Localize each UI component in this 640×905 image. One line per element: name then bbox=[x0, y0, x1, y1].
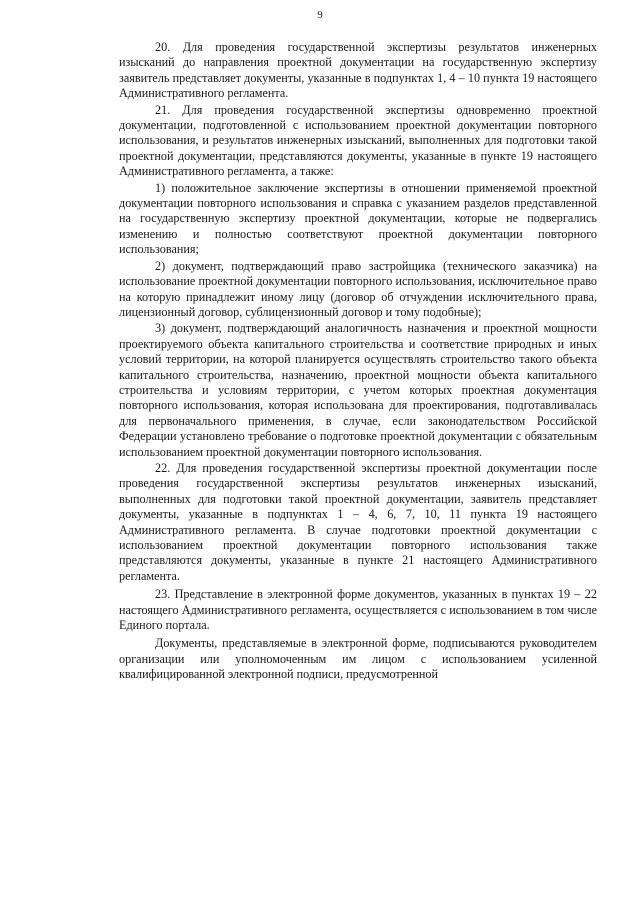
paragraph-21-item-1: 1) положительное заключение экспертизы в отношении применяемой проектной документации повторного использования и справка с указанием разделов представленной на государственную экспертизу проектной документации, которые не подвергались изменению и полностью соответствуют проектной документации повторного использования; bbox=[119, 180, 597, 257]
paragraph-21: 21. Для проведения государственной экспертизы одновременно проектной документации, подготовленной с использованием проектной документации повторного использования, и результатов инженерных изысканий, выполненных для подготовки такой проектной документации, представляются документы, указанные в пункте 19 настоящего Административного регламента, а также: bbox=[119, 102, 597, 179]
paragraph-20: 20. Для проведения государственной экспертизы результатов инженерных изысканий до направления проектной документации на государственную экспертизу заявитель представляет документы, указанные в подпунктах 1, 4 – 10 пункта 19 настоящего Административного регламента. bbox=[119, 40, 597, 101]
paragraph-23-continuation: Документы, представляемые в электронной форме, подписываются руководителем организации или уполномоченным им лицом с использованием усиленной квалифицированной электронной подписи, предусмотренной bbox=[119, 636, 597, 682]
paragraph-21-item-3: 3) документ, подтверждающий аналогичность назначения и проектной мощности проектируемого объекта капитального строительства и соответствие природных и иных условий территории, на которой планируется осуществлять строительство такого объекта капитального строительства, назначению, проектной мощности объекта капитального строительства и условиям территории, с учетом которых проектная документация повторного использования, которая использована для проектирования, подготавливалась для первоначального применения, в случае, если законодательством Российской Федерации установлено требование о подготовке проектной документации с обязательным использованием проектной документации повторного использования. bbox=[119, 321, 597, 459]
paragraph-21-item-2: 2) документ, подтверждающий право застройщика (технического заказчика) на использование проектной документации повторного использования, исключительное право на которую принадлежит иному лицу (договор об отчуждении исключительного права, лицензионный договор, сублицензионный договор и тому подобные); bbox=[119, 258, 597, 319]
paragraph-22: 22. Для проведения государственной экспертизы проектной документации после проведения государственной экспертизы результатов инженерных изысканий, выполненных для подготовки такой проектной документации, заявитель представляет документы, указанные в подпунктах 1 – 4, 6, 7, 10, 11 пункта 19 настоящего Административного регламента. В случае подготовки проектной документации с использованием проектной документации повторного использования также представляются документы, указанные в пункте 21 настоящего Административного регламента. bbox=[119, 460, 597, 583]
paragraph-23: 23. Представление в электронной форме документов, указанных в пунктах 19 – 22 настоящего Административного регламента, осуществляется с использованием в том числе Единого портала. bbox=[119, 587, 597, 633]
page-number: 9 bbox=[317, 9, 323, 21]
page-body bbox=[119, 40, 597, 684]
